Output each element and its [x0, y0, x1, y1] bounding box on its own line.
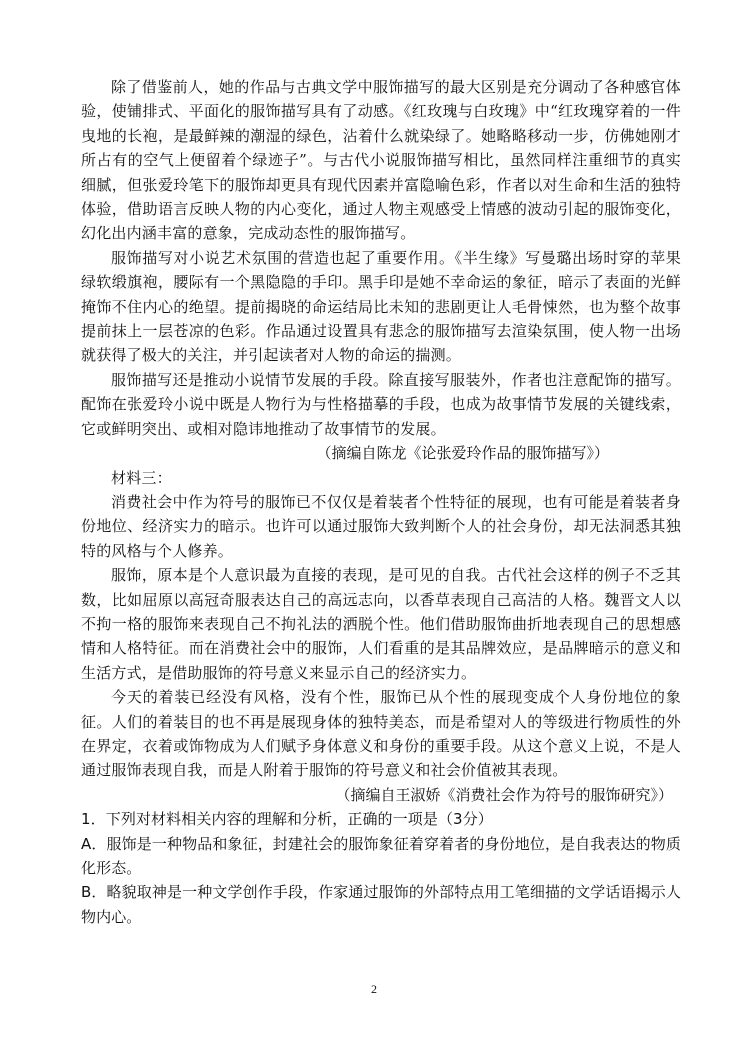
question-stem: 1．下列对材料相关内容的理解和分析，正确的一项是（3分）: [81, 810, 493, 829]
material3-paragraph-1: 消费社会中作为符号的服饰已不仅仅是着装者个性特征的展现，也有可能是着装者身份地位、经济实力的暗示。也许可以通过服饰大致判断个人的社会身份，却无法洞悉其独特的风格与个人修养。: [81, 492, 681, 560]
material2-paragraph-3: 服饰描写还是推动小说情节发展的手段。除直接写服装外，作者也注意配饰的描写。配饰在张爱玲小说中既是人物行为与性格描摹的手段，也成为故事情节发展的关键线索，它或鲜明突出、或相对隐讳地推动了故事情节的发展。: [81, 370, 681, 438]
question-option-a: A．服饰是一种物品和象征，封建社会的服饰象征着穿着者的身份地位，是自我表达的物质化形态。: [81, 834, 681, 877]
material3-paragraph-3: 今天的着装已经没有风格，没有个性，服饰已从个性的展现变成个人身份地位的象征。人们的着装目的也不再是展现身体的独特美态，而是希望对人的等级进行物质性的外在界定，衣着或饰物成为人们赋予身体意义和身份的重要手段。从这个意义上说，不是人通过服饰表现自我，而是人附着于服饰的符号意义和社会价值被其表现。: [81, 688, 681, 780]
page-number: 2: [371, 982, 377, 996]
material2-paragraph-2: 服饰描写对小说艺术氛围的营造也起了重要作用。《半生缘》写曼璐出场时穿的苹果绿软缎旗袍，腰际有一个黑隐隐的手印。黑手印是她不幸命运的象征，暗示了表面的光鲜掩饰不住内心的绝望。提前揭晓的命运结局比未知的悲剧更让人毛骨悚然，也为整个故事提前抹上一层苍凉的色彩。作品通过设置具有悲念的服饰描写去渲染氛围，使人物一出场就获得了极大的关注，并引起读者对人物的命运的揣测。: [81, 248, 681, 365]
question-option-b: B．略貌取神是一种文学创作手段，作家通过服饰的外部特点用工笔细描的文学话语揭示人物内心。: [81, 883, 681, 926]
material3-source: （摘编自王淑娇《消费社会作为符号的服饰研究》）: [335, 785, 673, 804]
material3-paragraph-2: 服饰，原本是个人意识最为直接的表现，是可见的自我。古代社会这样的例子不乏其数，比如屈原以高冠奇服表达自己的高远志向，以香草表现自己高洁的人格。魏晋文人以不拘一格的服饰来表现自己不拘礼法的洒脱个性。他们借助服饰曲折地表现自己的思想感情和人格特征。而在消费社会中的服饰，人们看重的是其品牌效应，是品牌暗示的意义和生活方式，是借助服饰的符号意义来显示自己的经济实力。: [81, 566, 681, 682]
material3-heading: 材料三：: [111, 468, 172, 487]
material2-source: （摘编自陈龙《论张爱玲作品的服饰描写》）: [316, 444, 609, 463]
document-body: [81, 75, 681, 929]
material2-paragraph-1: 除了借鉴前人，她的作品与古典文学中服饰描写的最大区别是充分调动了各种感官体验，使铺排式、平面化的服饰描写具有了动感。《红玫瑰与白玫瑰》中“红玫瑰穿着的一件曳地的长袍，是最鲜辣的潮湿的绿色，沾着什么就染绿了。她略略移动一步，仿佛她刚才所占有的空气上便留着个绿迹子”。与古代小说服饰描写相比，虽然同样注重细节的真实细腻，但张爱玲笔下的服饰却更具有现代因素并富隐喻色彩，作者以对生命和生活的独特体验，借助语言反映人物的内心变化，通过人物主观感受上情感的波动引起的服饰变化，幻化出内涵丰富的意象，完成动态性的服饰描写。: [81, 78, 681, 243]
